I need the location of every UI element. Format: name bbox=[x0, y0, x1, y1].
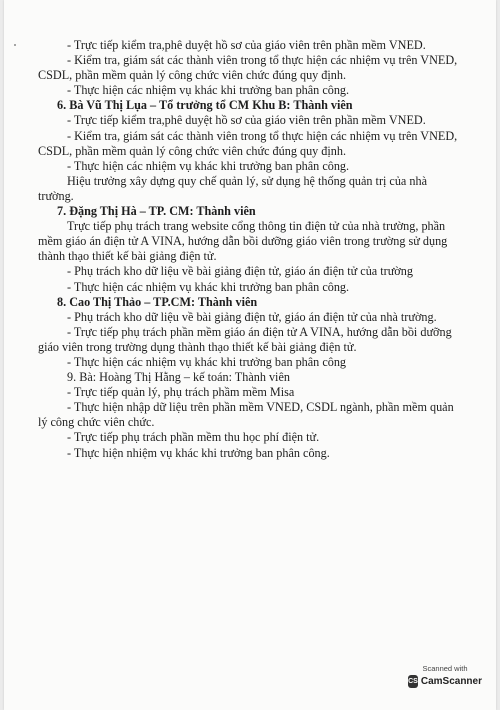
text-line: - Kiểm tra, giám sát các thành viên trong tổ thực hiện các nhiệm vụ trên VNED, bbox=[67, 53, 458, 68]
text-line: - Phụ trách kho dữ liệu về bài giảng điện tử, giáo án điện tử của nhà trường. bbox=[67, 309, 437, 324]
text-line: trường. bbox=[38, 188, 74, 203]
text-line: - Trực tiếp kiểm tra,phê duyệt hồ sơ của giáo viên trên phần mềm VNED. bbox=[67, 38, 426, 52]
text-line: Hiệu trưởng xây dựng quy chế quản lý, sử dụng hệ thống quản trị của nhà bbox=[67, 173, 427, 188]
document-page bbox=[4, 0, 496, 710]
scanned-with-label: Scanned with bbox=[422, 664, 468, 673]
text-line: CSDL, phần mềm quản lý công chức viên chức đúng quy định. bbox=[38, 143, 347, 158]
text-line: lý công chức viên chức. bbox=[38, 415, 155, 430]
camscanner-watermark bbox=[408, 664, 482, 700]
section-heading: 7. Đặng Thị Hà – TP. CM: Thành viên bbox=[57, 204, 256, 219]
text-line: - Thực hiện nhập dữ liệu trên phần mềm VNED, CSDL ngành, phần mềm quản bbox=[67, 400, 454, 415]
text-line: - Thực hiện các nhiệm vụ khác khi trưởng ban phân công. bbox=[67, 158, 350, 173]
text-line: - Thực hiện các nhiệm vụ khác khi trưởng ban phân công bbox=[67, 354, 347, 369]
text-line: CSDL, phần mềm quản lý công chức viên chức đúng quy định. bbox=[38, 68, 347, 83]
text-line: - Trực tiếp kiểm tra,phê duyệt hồ sơ của giáo viên trên phần mềm VNED. bbox=[67, 113, 426, 128]
section-heading: 6. Bà Vũ Thị Lụa – Tổ trưởng tổ CM Khu B: Thành viên bbox=[57, 98, 353, 113]
document-body bbox=[35, 38, 458, 461]
text-line: 9. Bà: Hoàng Thị Hằng – kế toán: Thành viên bbox=[67, 370, 290, 385]
text-line: - Trực tiếp quản lý, phụ trách phầm mềm Misa bbox=[67, 385, 295, 400]
text-line: - Phụ trách kho dữ liệu về bài giảng điện tử, giáo án điện tử của trường bbox=[67, 264, 413, 279]
text-line: giáo viên trong trường dụng thành thạo thiết kế bài giảng điện tử. bbox=[38, 339, 357, 354]
text-line: mềm giáo án điện tử A VINA, hướng dẫn bồi dưỡng giáo viên trong trường sử dụng bbox=[38, 234, 448, 249]
section-heading: 8. Cao Thị Thảo – TP.CM: Thành viên bbox=[57, 294, 258, 309]
text-line: - Thực hiện nhiệm vụ khác khi trưởng ban phân công. bbox=[67, 445, 330, 460]
text-line: - Thực hiện các nhiệm vụ khác khi trưởng ban phân công. bbox=[67, 83, 350, 98]
text-line: - Trực tiếp phụ trách phần mềm giáo án điện tử A VINA, hướng dẫn bồi dưỡng bbox=[67, 324, 452, 339]
text-line: thành thạo thiết kế bài giảng điện tử. bbox=[38, 249, 217, 264]
camscanner-brand: CamScanner bbox=[420, 676, 482, 687]
text-line: - Thực hiện các nhiệm vụ khác khi trưởng ban phân công. bbox=[67, 279, 350, 294]
scan-speck bbox=[14, 44, 16, 46]
camscanner-logo-icon: CS bbox=[408, 675, 418, 688]
text-line: - Kiểm tra, giám sát các thành viên trong tổ thực hiện các nhiệm vụ trên VNED, bbox=[67, 128, 458, 143]
text-line: Trực tiếp phụ trách trang website cổng thông tin điện tử của nhà trường, phần bbox=[67, 219, 446, 234]
text-line: - Trực tiếp phụ trách phần mềm thu học phí điện tử. bbox=[67, 430, 320, 445]
